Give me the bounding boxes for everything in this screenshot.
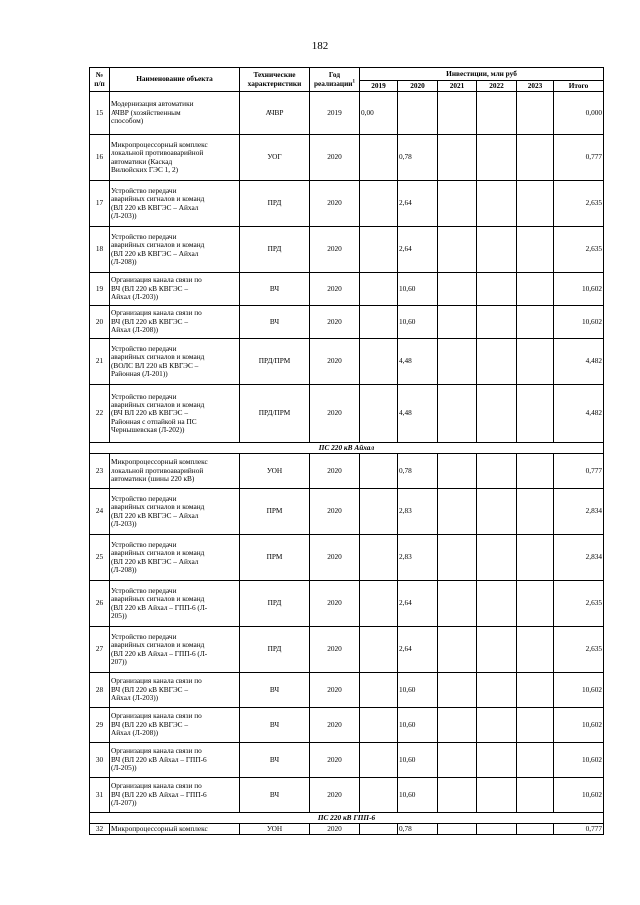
investment-total: 0,777 xyxy=(554,135,604,181)
row-number: 27 xyxy=(90,627,110,673)
investment-2020: 2,64 xyxy=(398,227,438,273)
investment-2021 xyxy=(438,743,477,778)
investment-2019 xyxy=(360,385,398,443)
investment-2022 xyxy=(477,385,517,443)
investment-total: 4,482 xyxy=(554,385,604,443)
tech-spec: ВЧ xyxy=(240,778,310,813)
investment-total: 2,635 xyxy=(554,627,604,673)
object-name: Микропроцессорный комплекс локальной противоаварийной автоматики (шины 220 кВ) xyxy=(110,454,240,489)
investment-2019 xyxy=(360,743,398,778)
col-header-tech: Технические характеристики xyxy=(240,68,310,92)
investment-total: 10,602 xyxy=(554,273,604,306)
realization-year: 2019 xyxy=(310,92,360,135)
table-row xyxy=(90,824,604,835)
object-name: Организация канала связи по ВЧ (ВЛ 220 кВ Айхал – ГПП-6 (Л-205)) xyxy=(110,743,240,778)
investment-2023 xyxy=(517,743,554,778)
investment-2020: 0,78 xyxy=(398,135,438,181)
table-row xyxy=(90,535,604,581)
realization-year: 2020 xyxy=(310,743,360,778)
investment-2023 xyxy=(517,454,554,489)
row-number: 23 xyxy=(90,454,110,489)
realization-year: 2020 xyxy=(310,181,360,227)
investment-2022 xyxy=(477,627,517,673)
investment-2021 xyxy=(438,385,477,443)
object-name: Устройство передачи аварийных сигналов и команд (ВЛ 220 кВ КВГЭС – Айхал (Л-203)) xyxy=(110,489,240,535)
investment-2023 xyxy=(517,535,554,581)
tech-spec: ПРД xyxy=(240,581,310,627)
investment-2021 xyxy=(438,627,477,673)
section-row xyxy=(90,443,604,454)
row-number: 18 xyxy=(90,227,110,273)
investment-2023 xyxy=(517,708,554,743)
investment-2019 xyxy=(360,708,398,743)
tech-spec: ПРД/ПРМ xyxy=(240,385,310,443)
investment-2023 xyxy=(517,181,554,227)
investment-2023 xyxy=(517,581,554,627)
col-header-name: Наименование объекта xyxy=(110,68,240,92)
tech-spec: ПРД xyxy=(240,227,310,273)
table-row xyxy=(90,778,604,813)
col-header-2021: 2021 xyxy=(438,81,477,92)
table-row xyxy=(90,489,604,535)
tech-spec: ПРМ xyxy=(240,489,310,535)
tech-spec: УОН xyxy=(240,454,310,489)
object-name: Модернизация автоматики АЧВР (хозяйственным способом) xyxy=(110,92,240,135)
investment-2023 xyxy=(517,489,554,535)
object-name: Устройство передачи аварийных сигналов и команд (ВОЛС ВЛ 220 кВ КВГЭС – Районная (Л-201)) xyxy=(110,339,240,385)
col-header-total: Итого xyxy=(554,81,604,92)
object-name: Устройство передачи аварийных сигналов и команд (ВЛ 220 кВ КВГЭС – Айхал (Л-208)) xyxy=(110,535,240,581)
tech-spec: ВЧ xyxy=(240,708,310,743)
investment-total: 0,000 xyxy=(554,92,604,135)
investment-2021 xyxy=(438,306,477,339)
object-name: Микропроцессорный комплекс xyxy=(110,824,240,835)
realization-year: 2020 xyxy=(310,135,360,181)
investment-2020 xyxy=(398,92,438,135)
investment-2019 xyxy=(360,273,398,306)
section-title: ПС 220 кВ Айхал xyxy=(90,443,604,454)
investment-2023 xyxy=(517,273,554,306)
investment-total: 10,602 xyxy=(554,778,604,813)
object-name: Организация канала связи по ВЧ (ВЛ 220 кВ КВГЭС – Айхал (Л-208)) xyxy=(110,708,240,743)
realization-year: 2020 xyxy=(310,824,360,835)
row-number: 16 xyxy=(90,135,110,181)
investment-2023 xyxy=(517,627,554,673)
investment-2020: 0,78 xyxy=(398,824,438,835)
investment-2020: 10,60 xyxy=(398,673,438,708)
investment-2023 xyxy=(517,92,554,135)
investment-2021 xyxy=(438,181,477,227)
page-number: 182 xyxy=(311,40,329,52)
investment-total: 4,482 xyxy=(554,339,604,385)
object-name: Устройство передачи аварийных сигналов и команд (ВЛ 220 кВ Айхал – ГПП-6 (Л- 207)) xyxy=(110,627,240,673)
col-header-2023: 2023 xyxy=(517,81,554,92)
col-header-year xyxy=(310,68,360,92)
object-name: Устройство передачи аварийных сигналов и команд (ВЛ 220 кВ КВГЭС – Айхал (Л-208)) xyxy=(110,227,240,273)
investment-2020: 4,48 xyxy=(398,385,438,443)
investment-2023 xyxy=(517,778,554,813)
row-number: 21 xyxy=(90,339,110,385)
investment-2021 xyxy=(438,489,477,535)
investment-2020: 2,64 xyxy=(398,581,438,627)
row-number: 29 xyxy=(90,708,110,743)
investment-2021 xyxy=(438,673,477,708)
investment-2021 xyxy=(438,339,477,385)
tech-spec: ВЧ xyxy=(240,273,310,306)
investment-2020: 2,83 xyxy=(398,489,438,535)
table-row xyxy=(90,581,604,627)
investment-total: 2,635 xyxy=(554,227,604,273)
tech-spec: УОГ xyxy=(240,135,310,181)
investment-2019 xyxy=(360,581,398,627)
row-number: 22 xyxy=(90,385,110,443)
investment-2019 xyxy=(360,306,398,339)
investment-2022 xyxy=(477,708,517,743)
row-number: 24 xyxy=(90,489,110,535)
realization-year: 2020 xyxy=(310,454,360,489)
investment-2019 xyxy=(360,489,398,535)
tech-spec: АЧВР xyxy=(240,92,310,135)
investment-2020: 10,60 xyxy=(398,743,438,778)
realization-year: 2020 xyxy=(310,673,360,708)
investment-2019 xyxy=(360,673,398,708)
realization-year: 2020 xyxy=(310,489,360,535)
investment-2020: 2,83 xyxy=(398,535,438,581)
investment-2021 xyxy=(438,273,477,306)
investment-2019 xyxy=(360,135,398,181)
investment-2023 xyxy=(517,227,554,273)
row-number: 19 xyxy=(90,273,110,306)
realization-year: 2020 xyxy=(310,778,360,813)
col-header-year-label: Год реализации xyxy=(313,70,353,88)
table-row xyxy=(90,227,604,273)
investment-2023 xyxy=(517,385,554,443)
investment-2021 xyxy=(438,778,477,813)
realization-year: 2020 xyxy=(310,535,360,581)
investment-2020: 2,64 xyxy=(398,627,438,673)
investment-2022 xyxy=(477,778,517,813)
table-row xyxy=(90,181,604,227)
investment-2022 xyxy=(477,581,517,627)
investment-2023 xyxy=(517,306,554,339)
investment-2019 xyxy=(360,627,398,673)
object-name: Устройство передачи аварийных сигналов и команд (ВЧ ВЛ 220 кВ КВГЭС – Районная с отпайкой на ПС Чернышевская (Л-202)) xyxy=(110,385,240,443)
investment-2021 xyxy=(438,708,477,743)
object-name: Организация канала связи по ВЧ (ВЛ 220 кВ Айхал – ГПП-6 (Л-207)) xyxy=(110,778,240,813)
realization-year: 2020 xyxy=(310,627,360,673)
investment-2021 xyxy=(438,454,477,489)
tech-spec: ПРД xyxy=(240,181,310,227)
row-number: 28 xyxy=(90,673,110,708)
footnote-mark: 1 xyxy=(352,79,355,85)
investment-2022 xyxy=(477,181,517,227)
investment-2022 xyxy=(477,135,517,181)
table-row xyxy=(90,306,604,339)
row-number: 31 xyxy=(90,778,110,813)
object-name: Микропроцессорный комплекс локальной противоаварийной автоматики (Каскад Вилюйских ГЭС 1, 2) xyxy=(110,135,240,181)
investment-total: 10,602 xyxy=(554,306,604,339)
investment-2022 xyxy=(477,306,517,339)
table-row xyxy=(90,454,604,489)
investment-2019 xyxy=(360,824,398,835)
table-body xyxy=(90,92,604,835)
investment-2022 xyxy=(477,339,517,385)
investment-total: 10,602 xyxy=(554,743,604,778)
investment-2019 xyxy=(360,535,398,581)
investment-total: 0,777 xyxy=(554,454,604,489)
investment-2022 xyxy=(477,227,517,273)
realization-year: 2020 xyxy=(310,227,360,273)
col-header-2020: 2020 xyxy=(398,81,438,92)
investment-total: 10,602 xyxy=(554,708,604,743)
investment-2020: 4,48 xyxy=(398,339,438,385)
row-number: 15 xyxy=(90,92,110,135)
investment-2019: 0,00 xyxy=(360,92,398,135)
tech-spec: ПРД/ПРМ xyxy=(240,339,310,385)
table-row xyxy=(90,385,604,443)
row-number: 26 xyxy=(90,581,110,627)
investment-total: 10,602 xyxy=(554,673,604,708)
investment-total: 0,777 xyxy=(554,824,604,835)
investment-2022 xyxy=(477,454,517,489)
investment-2021 xyxy=(438,227,477,273)
investment-2020: 10,60 xyxy=(398,273,438,306)
table-row xyxy=(90,627,604,673)
tech-spec: ВЧ xyxy=(240,306,310,339)
col-header-investments: Инвестиции, млн руб xyxy=(360,68,604,81)
row-number: 30 xyxy=(90,743,110,778)
investment-2022 xyxy=(477,824,517,835)
investment-2020: 10,60 xyxy=(398,778,438,813)
investment-2021 xyxy=(438,824,477,835)
table-row xyxy=(90,743,604,778)
realization-year: 2020 xyxy=(310,339,360,385)
investment-2023 xyxy=(517,135,554,181)
investment-2020: 10,60 xyxy=(398,708,438,743)
investment-total: 2,635 xyxy=(554,581,604,627)
tech-spec: ВЧ xyxy=(240,673,310,708)
investment-2021 xyxy=(438,581,477,627)
investment-2023 xyxy=(517,673,554,708)
investment-2022 xyxy=(477,273,517,306)
object-name: Устройство передачи аварийных сигналов и команд (ВЛ 220 кВ КВГЭС – Айхал (Л-203)) xyxy=(110,181,240,227)
investment-2022 xyxy=(477,489,517,535)
investment-2022 xyxy=(477,743,517,778)
investment-2019 xyxy=(360,454,398,489)
table-row xyxy=(90,339,604,385)
object-name: Организация канала связи по ВЧ (ВЛ 220 кВ КВГЭС – Айхал (Л-203)) xyxy=(110,673,240,708)
row-number: 17 xyxy=(90,181,110,227)
table-row xyxy=(90,673,604,708)
realization-year: 2020 xyxy=(310,385,360,443)
investment-2019 xyxy=(360,227,398,273)
object-name: Организация канала связи по ВЧ (ВЛ 220 кВ КВГЭС – Айхал (Л-208)) xyxy=(110,306,240,339)
row-number: 20 xyxy=(90,306,110,339)
investment-2020: 2,64 xyxy=(398,181,438,227)
investment-2020: 10,60 xyxy=(398,306,438,339)
object-name: Устройство передачи аварийных сигналов и команд (ВЛ 220 кВ Айхал – ГПП-6 (Л- 205)) xyxy=(110,581,240,627)
investment-2022 xyxy=(477,535,517,581)
investment-table xyxy=(89,67,604,835)
object-name: Организация канала связи по ВЧ (ВЛ 220 кВ КВГЭС – Айхал (Л-203)) xyxy=(110,273,240,306)
realization-year: 2020 xyxy=(310,708,360,743)
investment-2020: 0,78 xyxy=(398,454,438,489)
investment-2021 xyxy=(438,535,477,581)
tech-spec: УОН xyxy=(240,824,310,835)
tech-spec: ПРМ xyxy=(240,535,310,581)
col-header-2019: 2019 xyxy=(360,81,398,92)
realization-year: 2020 xyxy=(310,306,360,339)
col-header-num: № п/п xyxy=(90,68,110,92)
tech-spec: ВЧ xyxy=(240,743,310,778)
table-row xyxy=(90,92,604,135)
row-number: 25 xyxy=(90,535,110,581)
realization-year: 2020 xyxy=(310,273,360,306)
tech-spec: ПРД xyxy=(240,627,310,673)
section-title: ПС 220 кВ ГПП-6 xyxy=(90,813,604,824)
investment-2019 xyxy=(360,181,398,227)
investment-2022 xyxy=(477,673,517,708)
investment-2019 xyxy=(360,778,398,813)
investment-total: 2,834 xyxy=(554,489,604,535)
table-header xyxy=(90,68,604,92)
investment-2022 xyxy=(477,92,517,135)
col-header-2022: 2022 xyxy=(477,81,517,92)
table-row xyxy=(90,135,604,181)
table-row xyxy=(90,273,604,306)
table-row xyxy=(90,708,604,743)
realization-year: 2020 xyxy=(310,581,360,627)
investment-2023 xyxy=(517,339,554,385)
row-number: 32 xyxy=(90,824,110,835)
investment-2019 xyxy=(360,339,398,385)
investment-2021 xyxy=(438,135,477,181)
section-row xyxy=(90,813,604,824)
investment-2023 xyxy=(517,824,554,835)
investment-2021 xyxy=(438,92,477,135)
investment-total: 2,834 xyxy=(554,535,604,581)
investment-total: 2,635 xyxy=(554,181,604,227)
